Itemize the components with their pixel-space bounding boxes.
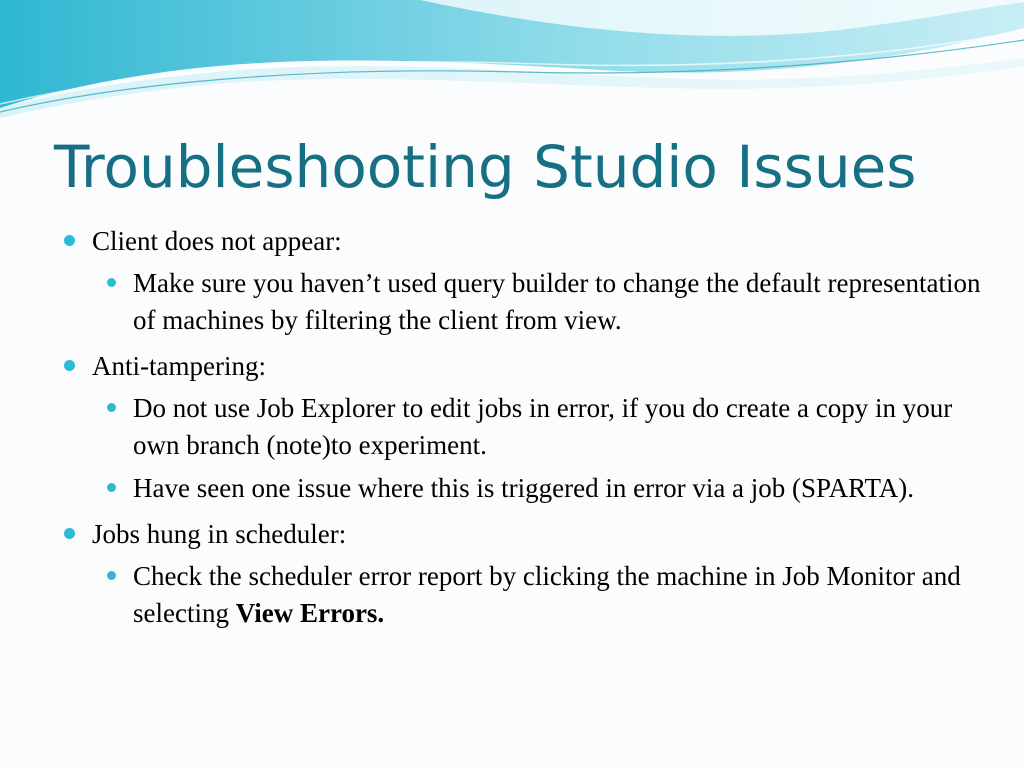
wave-header-decoration [0, 0, 1024, 130]
bullet-level2 [104, 558, 982, 632]
bullet-dot-icon [107, 278, 116, 287]
bullet-dot-icon [64, 360, 75, 371]
bullet-text: Client does not appear: [92, 226, 342, 256]
bullet-dot-icon [64, 235, 75, 246]
slide-body [62, 220, 982, 638]
bullet-text [133, 561, 961, 628]
bullet-dot-icon [107, 483, 116, 492]
bullet-level2 [104, 390, 982, 464]
bullet-text-regular: Check the scheduler error report by clicking the machine in Job Monitor and selecting [133, 561, 961, 628]
bullet-text: Have seen one issue where this is triggered in error via a job (SPARTA). [133, 473, 915, 503]
bullet-level1 [62, 220, 982, 262]
bullet-text: Anti-tampering: [92, 351, 266, 381]
bullet-level2 [104, 470, 982, 507]
view-errors-emphasis: View Errors. [235, 598, 385, 628]
bullet-dot-icon [107, 571, 116, 580]
bullet-dot-icon [107, 403, 116, 412]
bullet-level2 [104, 265, 982, 339]
slide-title: Troubleshooting Studio Issues [54, 133, 917, 201]
bullet-dot-icon [64, 528, 75, 539]
bullet-text: Jobs hung in scheduler: [92, 519, 347, 549]
bullet-level1 [62, 513, 982, 555]
bullet-text: Do not use Job Explorer to edit jobs in error, if you do create a copy in your own branch (note)to experiment. [133, 393, 953, 460]
bullet-text: Make sure you haven’t used query builder to change the default representation of machines by filtering the client from view. [133, 268, 981, 335]
bullet-level1 [62, 345, 982, 387]
